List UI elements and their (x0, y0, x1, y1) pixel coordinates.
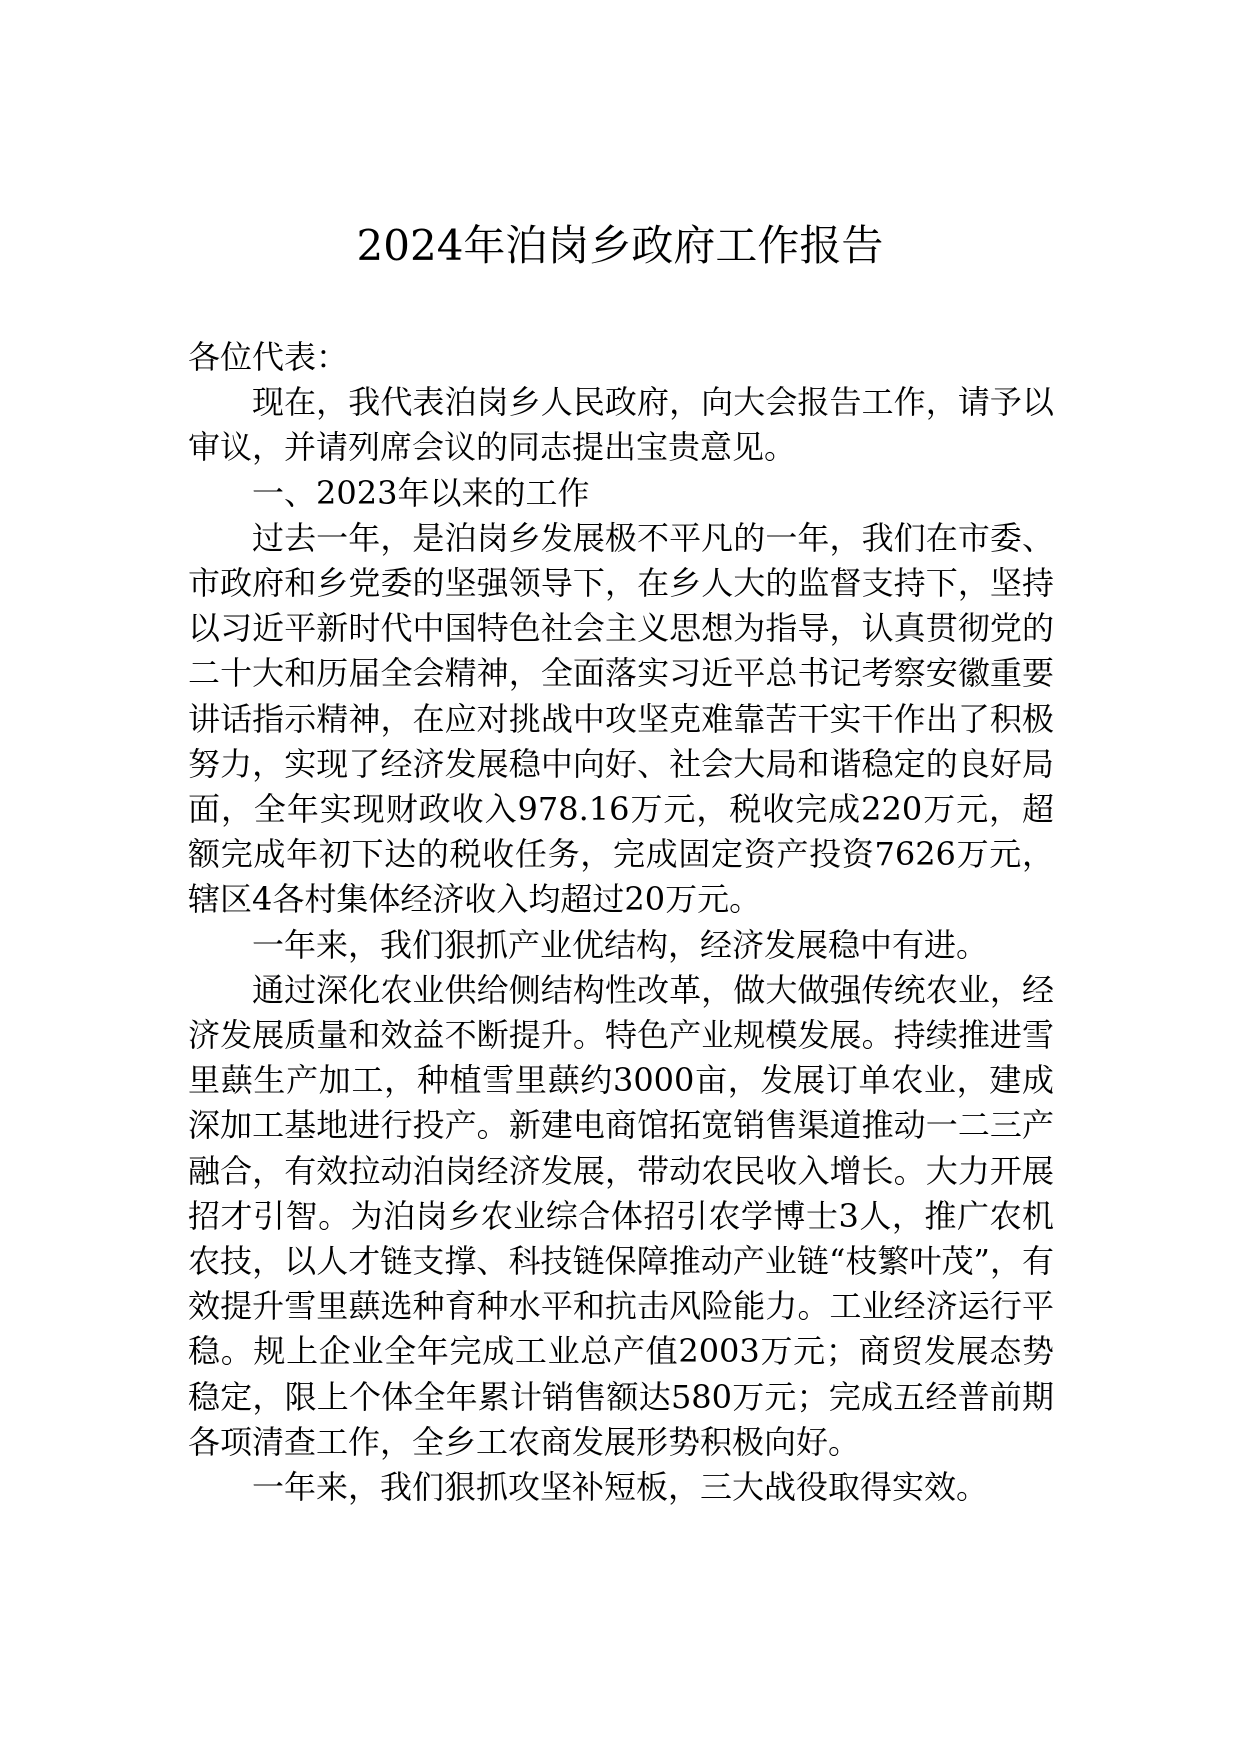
section-heading: 一、2023年以来的工作 (252, 473, 590, 512)
salutation: 各位代表： (188, 338, 349, 376)
paragraph-campaigns-lead: 一年来，我们狠抓攻坚补短板，三大战役取得实效。 (252, 1468, 989, 1507)
paragraph-review: 过去一年，是泊岗乡发展极不平凡的一年，我们在市委、市政府和乡党委的坚强领导下，在乡人大的监督支持下，坚持以习近平新时代中国特色社会主义思想为指导，认真贯彻党的二十大和历届全会精神，全面落实习近平总书记考察安徽重要讲话指示精神，在应对挑战中攻坚克难靠苦干实干作出了积极努力，实现了经济发展稳中向好、社会大局和谐稳定的良好局面，全年实现财政收入978.16万元，税收完成220万元，超额完成年初下达的税收任务，完成固定资产投资7626万元，辖区4各村集体经济收入均超过20万元。 (188, 518, 1054, 919)
document-title: 2024年泊岗乡政府工作报告 (356, 221, 884, 270)
paragraph-industry-lead: 一年来，我们狠抓产业优结构，经济发展稳中有进。 (252, 925, 989, 964)
paragraph-agriculture: 通过深化农业供给侧结构性改革，做大做强传统农业，经济发展质量和效益不断提升。特色产业规模发展。持续推进雪里蕻生产加工，种植雪里蕻约3000亩，发展订单农业，建成深加工基地进行投产。新建电商馆拓宽销售渠道推动一二三产融合，有效拉动泊岗经济发展，带动农民收入增长。大力开展招才引智。为泊岗乡农业综合体招引农学博士3人，推广农机农技，以人才链支撑、科技链保障推动产业链“枝繁叶茂”，有效提升雪里蕻选种育种水平和抗击风险能力。工业经济运行平稳。规上企业全年完成工业总产值2003万元；商贸发展态势稳定，限上个体全年累计销售额达580万元；完成五经普前期各项清查工作，全乡工农商发展形势积极向好。 (188, 970, 1054, 1461)
paragraph-intro: 现在，我代表泊岗乡人民政府，向大会报告工作，请予以审议，并请列席会议的同志提出宝贵意见。 (188, 383, 1054, 467)
document-body (188, 335, 1054, 1510)
